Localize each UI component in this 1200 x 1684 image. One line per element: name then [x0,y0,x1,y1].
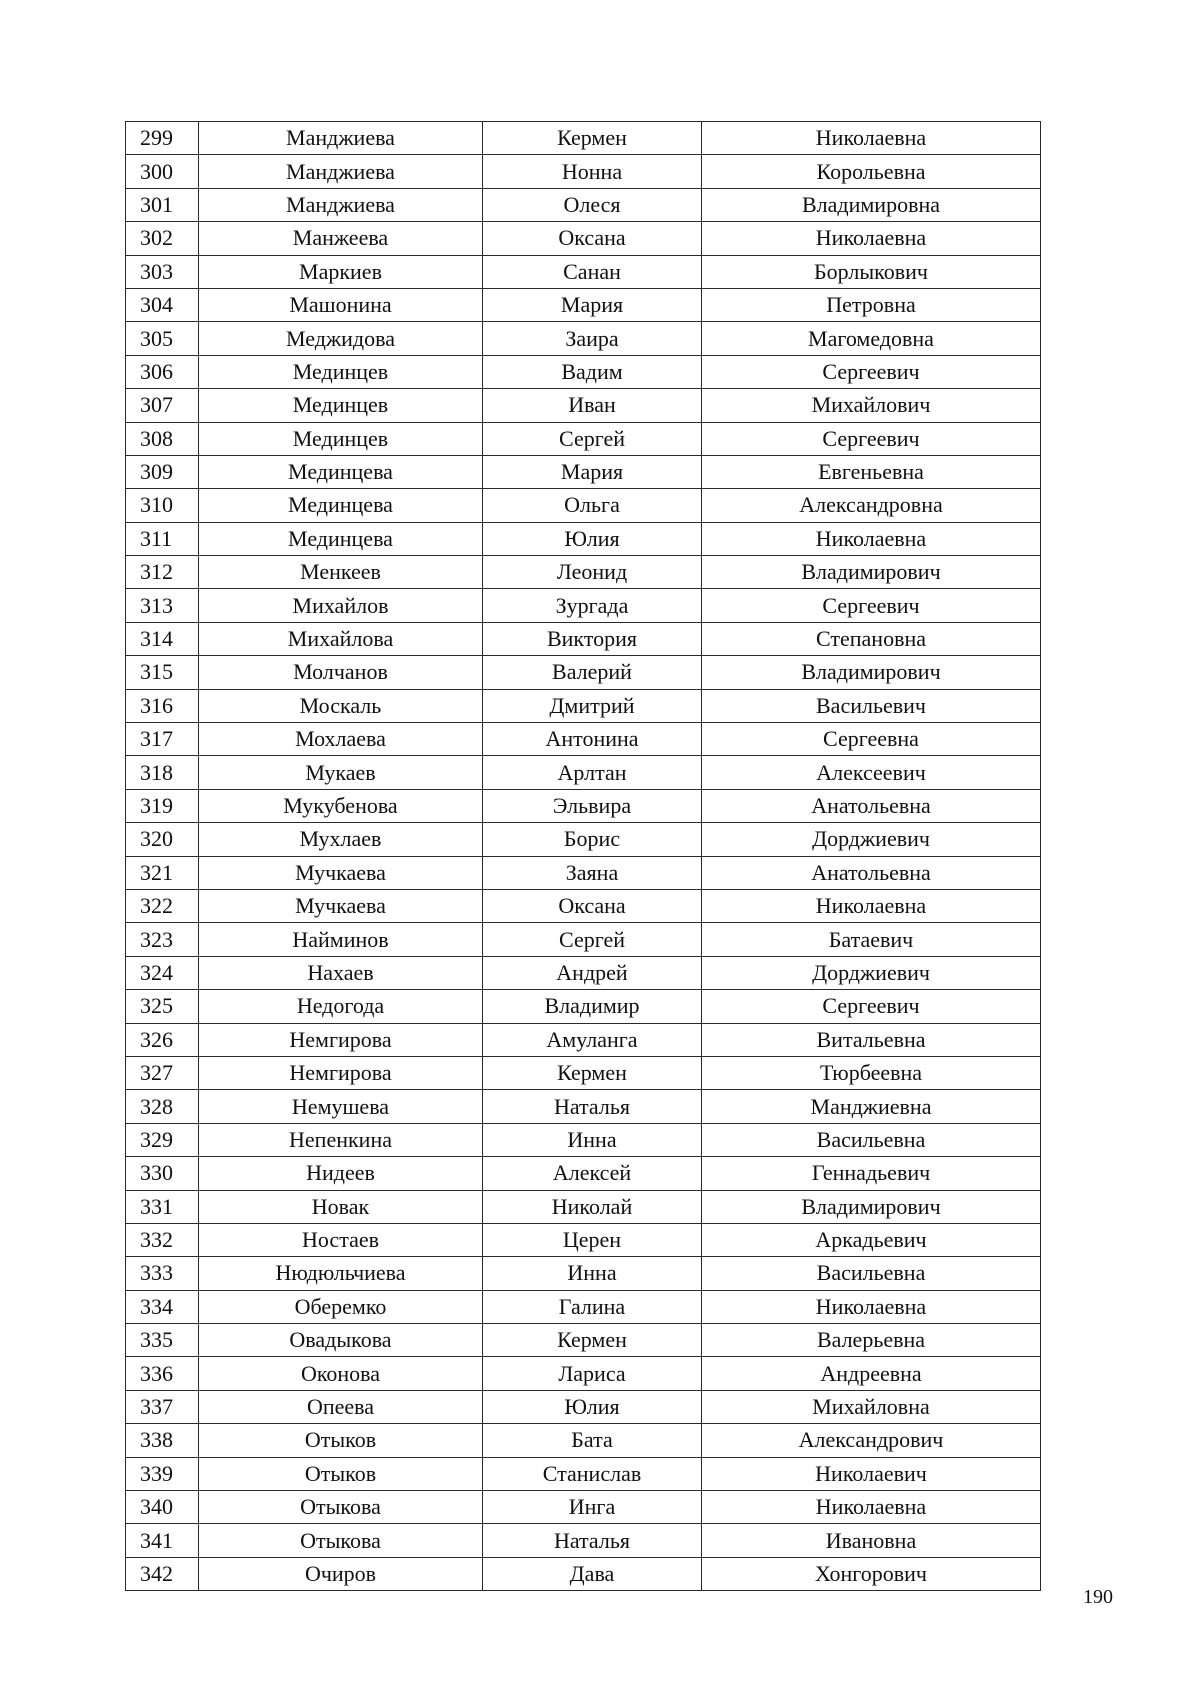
table-row [126,1357,1041,1390]
surname-cell: Манджиева [199,155,483,188]
surname-cell: Новак [199,1190,483,1223]
table-row [126,889,1041,922]
table-row [126,1090,1041,1123]
patronymic-cell: Анатольевна [702,789,1041,822]
surname-cell: Мединцев [199,355,483,388]
given-name-cell: Оксана [483,889,702,922]
surname-cell: Михайлова [199,622,483,655]
surname-cell: Манджиева [199,122,483,155]
surname-cell: Опеева [199,1390,483,1423]
given-name-cell: Владимир [483,990,702,1023]
row-number: 302 [126,222,199,255]
patronymic-cell: Сергеевич [702,990,1041,1023]
row-number: 331 [126,1190,199,1223]
surname-cell: Отыкова [199,1491,483,1524]
patronymic-cell: Ивановна [702,1524,1041,1557]
row-number: 334 [126,1290,199,1323]
table-row [126,422,1041,455]
given-name-cell: Лариса [483,1357,702,1390]
table-row [126,1324,1041,1357]
patronymic-cell: Николаевна [702,522,1041,555]
table-row [126,122,1041,155]
row-number: 322 [126,889,199,922]
patronymic-cell: Николаевна [702,1491,1041,1524]
row-number: 310 [126,489,199,522]
table-row [126,1524,1041,1557]
row-number: 316 [126,689,199,722]
patronymic-cell: Дорджиевич [702,823,1041,856]
given-name-cell: Дмитрий [483,689,702,722]
patronymic-cell: Тюрбеевна [702,1056,1041,1089]
given-name-cell: Иван [483,389,702,422]
table-row [126,723,1041,756]
row-number: 317 [126,723,199,756]
table-row [126,1390,1041,1423]
table-row [126,789,1041,822]
surname-cell: Мединцева [199,489,483,522]
row-number: 320 [126,823,199,856]
patronymic-cell: Манджиевна [702,1090,1041,1123]
given-name-cell: Ольга [483,489,702,522]
surname-cell: Машонина [199,288,483,321]
given-name-cell: Кермен [483,122,702,155]
row-number: 304 [126,288,199,321]
table-row [126,455,1041,488]
table-row [126,956,1041,989]
table-row [126,556,1041,589]
surname-cell: Молчанов [199,656,483,689]
patronymic-cell: Геннадьевич [702,1157,1041,1190]
table-row [126,1491,1041,1524]
given-name-cell: Вадим [483,355,702,388]
table-row [126,1457,1041,1490]
given-name-cell: Леонид [483,556,702,589]
given-name-cell: Инна [483,1257,702,1290]
patronymic-cell: Васильевна [702,1123,1041,1156]
surname-cell: Мохлаева [199,723,483,756]
table-row [126,355,1041,388]
surname-cell: Мединцев [199,422,483,455]
table-row [126,823,1041,856]
patronymic-cell: Васильевич [702,689,1041,722]
surname-cell: Нидеев [199,1157,483,1190]
table-row [126,990,1041,1023]
given-name-cell: Олеся [483,188,702,221]
table-row [126,1190,1041,1223]
table-row [126,1223,1041,1256]
row-number: 339 [126,1457,199,1490]
patronymic-cell: Магомедовна [702,322,1041,355]
surname-cell: Нюдюльчиева [199,1257,483,1290]
surname-cell: Мучкаева [199,856,483,889]
row-number: 321 [126,856,199,889]
surname-cell: Мединцева [199,522,483,555]
given-name-cell: Борис [483,823,702,856]
surname-cell: Мукаев [199,756,483,789]
given-name-cell: Валерий [483,656,702,689]
patronymic-cell: Александровна [702,489,1041,522]
row-number: 332 [126,1223,199,1256]
row-number: 338 [126,1424,199,1457]
surname-cell: Москаль [199,689,483,722]
row-number: 318 [126,756,199,789]
name-table [125,121,1041,1591]
patronymic-cell: Николаевна [702,889,1041,922]
table-row [126,1023,1041,1056]
given-name-cell: Сергей [483,923,702,956]
row-number: 336 [126,1357,199,1390]
row-number: 305 [126,322,199,355]
table-row [126,1056,1041,1089]
given-name-cell: Бата [483,1424,702,1457]
patronymic-cell: Николаевич [702,1457,1041,1490]
row-number: 308 [126,422,199,455]
row-number: 299 [126,122,199,155]
row-number: 303 [126,255,199,288]
row-number: 312 [126,556,199,589]
table-row [126,1557,1041,1590]
table-row [126,1123,1041,1156]
surname-cell: Манджиева [199,188,483,221]
given-name-cell: Николай [483,1190,702,1223]
patronymic-cell: Сергеевич [702,422,1041,455]
row-number: 306 [126,355,199,388]
surname-cell: Мединцева [199,455,483,488]
table-row [126,322,1041,355]
given-name-cell: Оксана [483,222,702,255]
patronymic-cell: Николаевна [702,122,1041,155]
table-row [126,756,1041,789]
surname-cell: Маркиев [199,255,483,288]
row-number: 341 [126,1524,199,1557]
surname-cell: Отыкова [199,1524,483,1557]
table-row [126,923,1041,956]
given-name-cell: Станислав [483,1457,702,1490]
table-row [126,589,1041,622]
row-number: 314 [126,622,199,655]
given-name-cell: Мария [483,455,702,488]
name-table-body [126,122,1041,1591]
patronymic-cell: Корольевна [702,155,1041,188]
patronymic-cell: Владимирович [702,656,1041,689]
surname-cell: Ностаев [199,1223,483,1256]
table-row [126,155,1041,188]
surname-cell: Мухлаев [199,823,483,856]
page-number: 190 [1083,1586,1113,1608]
table-row [126,622,1041,655]
table-row [126,1424,1041,1457]
surname-cell: Манжеева [199,222,483,255]
given-name-cell: Санан [483,255,702,288]
surname-cell: Найминов [199,923,483,956]
surname-cell: Нахаев [199,956,483,989]
given-name-cell: Галина [483,1290,702,1323]
surname-cell: Отыков [199,1457,483,1490]
given-name-cell: Юлия [483,1390,702,1423]
patronymic-cell: Владимирович [702,1190,1041,1223]
row-number: 309 [126,455,199,488]
row-number: 323 [126,923,199,956]
table-row [126,489,1041,522]
given-name-cell: Кермен [483,1056,702,1089]
given-name-cell: Арлтан [483,756,702,789]
surname-cell: Непенкина [199,1123,483,1156]
surname-cell: Меджидова [199,322,483,355]
row-number: 340 [126,1491,199,1524]
patronymic-cell: Евгеньевна [702,455,1041,488]
table-row [126,689,1041,722]
patronymic-cell: Алексеевич [702,756,1041,789]
table-row [126,288,1041,321]
table-row [126,1157,1041,1190]
row-number: 335 [126,1324,199,1357]
surname-cell: Отыков [199,1424,483,1457]
row-number: 311 [126,522,199,555]
given-name-cell: Мария [483,288,702,321]
patronymic-cell: Валерьевна [702,1324,1041,1357]
patronymic-cell: Владимирович [702,556,1041,589]
given-name-cell: Антонина [483,723,702,756]
patronymic-cell: Васильевна [702,1257,1041,1290]
row-number: 333 [126,1257,199,1290]
surname-cell: Мучкаева [199,889,483,922]
row-number: 342 [126,1557,199,1590]
patronymic-cell: Михайлович [702,389,1041,422]
table-row [126,522,1041,555]
patronymic-cell: Михайловна [702,1390,1041,1423]
given-name-cell: Дава [483,1557,702,1590]
table-row [126,389,1041,422]
given-name-cell: Кермен [483,1324,702,1357]
patronymic-cell: Аркадьевич [702,1223,1041,1256]
patronymic-cell: Сергеевич [702,355,1041,388]
row-number: 328 [126,1090,199,1123]
row-number: 330 [126,1157,199,1190]
surname-cell: Овадыкова [199,1324,483,1357]
row-number: 337 [126,1390,199,1423]
given-name-cell: Андрей [483,956,702,989]
patronymic-cell: Сергеевна [702,723,1041,756]
surname-cell: Немушева [199,1090,483,1123]
surname-cell: Мединцев [199,389,483,422]
patronymic-cell: Сергеевич [702,589,1041,622]
table-row [126,255,1041,288]
given-name-cell: Инна [483,1123,702,1156]
table-row [126,856,1041,889]
row-number: 307 [126,389,199,422]
table-row [126,222,1041,255]
given-name-cell: Заяна [483,856,702,889]
row-number: 325 [126,990,199,1023]
patronymic-cell: Борлыкович [702,255,1041,288]
given-name-cell: Церен [483,1223,702,1256]
patronymic-cell: Петровна [702,288,1041,321]
surname-cell: Мукубенова [199,789,483,822]
table-row [126,656,1041,689]
given-name-cell: Эльвира [483,789,702,822]
given-name-cell: Наталья [483,1090,702,1123]
patronymic-cell: Степановна [702,622,1041,655]
patronymic-cell: Анатольевна [702,856,1041,889]
surname-cell: Очиров [199,1557,483,1590]
patronymic-cell: Владимировна [702,188,1041,221]
table-row [126,1290,1041,1323]
row-number: 300 [126,155,199,188]
row-number: 315 [126,656,199,689]
patronymic-cell: Хонгорович [702,1557,1041,1590]
surname-cell: Оберемко [199,1290,483,1323]
given-name-cell: Сергей [483,422,702,455]
given-name-cell: Инга [483,1491,702,1524]
patronymic-cell: Андреевна [702,1357,1041,1390]
patronymic-cell: Батаевич [702,923,1041,956]
table-row [126,188,1041,221]
given-name-cell: Амуланга [483,1023,702,1056]
surname-cell: Оконова [199,1357,483,1390]
given-name-cell: Заира [483,322,702,355]
given-name-cell: Алексей [483,1157,702,1190]
given-name-cell: Зургада [483,589,702,622]
row-number: 326 [126,1023,199,1056]
patronymic-cell: Витальевна [702,1023,1041,1056]
row-number: 329 [126,1123,199,1156]
table-row [126,1257,1041,1290]
patronymic-cell: Дорджиевич [702,956,1041,989]
given-name-cell: Нонна [483,155,702,188]
given-name-cell: Виктория [483,622,702,655]
patronymic-cell: Николаевна [702,1290,1041,1323]
given-name-cell: Наталья [483,1524,702,1557]
surname-cell: Немгирова [199,1023,483,1056]
row-number: 301 [126,188,199,221]
surname-cell: Немгирова [199,1056,483,1089]
patronymic-cell: Александрович [702,1424,1041,1457]
given-name-cell: Юлия [483,522,702,555]
row-number: 327 [126,1056,199,1089]
row-number: 313 [126,589,199,622]
patronymic-cell: Николаевна [702,222,1041,255]
row-number: 319 [126,789,199,822]
surname-cell: Михайлов [199,589,483,622]
surname-cell: Недогода [199,990,483,1023]
row-number: 324 [126,956,199,989]
surname-cell: Менкеев [199,556,483,589]
